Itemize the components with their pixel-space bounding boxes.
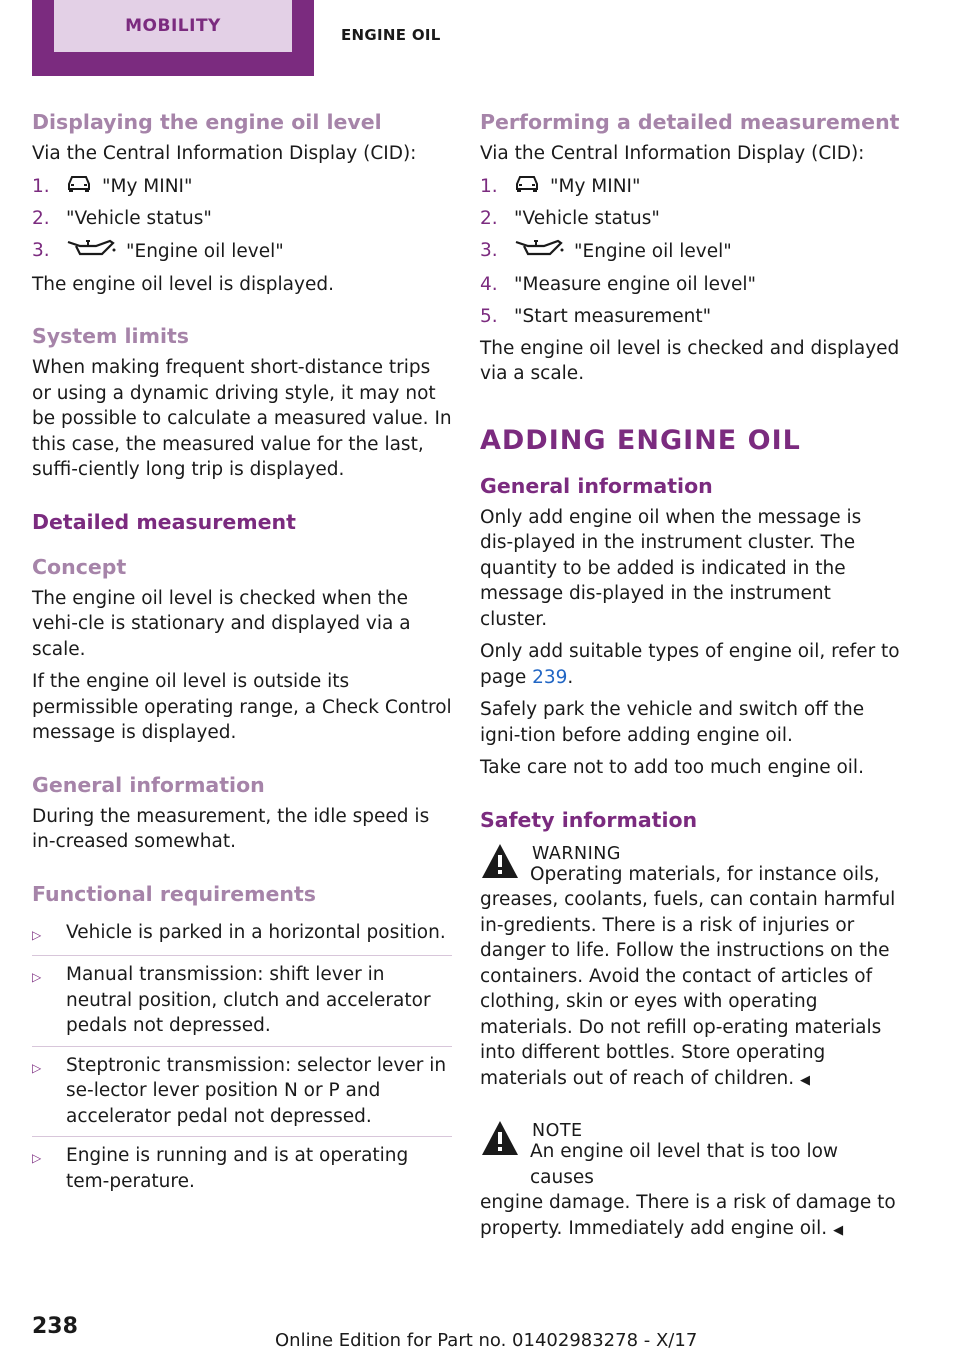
intro-text: Via the Central Information Display (CID): — [480, 143, 865, 164]
step-number: 2. — [480, 207, 498, 229]
step-text: "My MINI" — [102, 175, 193, 197]
right-column — [480, 108, 900, 1243]
heading-system-limits: System limits — [32, 324, 189, 349]
intro-text: Via the Central Information Display (CID): — [32, 143, 417, 164]
step-text: "My MINI" — [550, 175, 641, 197]
warning-text-first-line: Operating materials, for instance oils, — [530, 863, 880, 885]
note-text: engine damage. There is a risk of damage to property. Immediately add engine oil. — [480, 1192, 896, 1239]
paragraph: During the measurement, the idle speed is in-creased somewhat. — [32, 805, 430, 853]
heading-adding-engine-oil: ADDING ENGINE OIL — [480, 424, 801, 456]
list-item — [480, 206, 900, 232]
note-text-first-line: An engine oil level that is too low causes — [530, 1141, 839, 1188]
paragraph: The engine oil level is checked when the vehi-cle is stationary and displayed via a scale. — [32, 587, 411, 660]
list-item — [480, 304, 900, 330]
car-icon — [514, 174, 540, 200]
list-item — [32, 174, 452, 200]
step-number: 4. — [480, 273, 498, 295]
note-label: NOTE — [532, 1121, 583, 1142]
section-header: ENGINE OIL — [341, 26, 441, 44]
paragraph: When making frequent short-distance trips or using a dynamic driving style, it may not be possible to calculate a measured value. In this case, the measured value for the last, suffi-ciently long trip is displayed. — [32, 357, 452, 481]
list-item — [480, 238, 900, 266]
warning-box — [480, 842, 900, 1094]
step-number: 3. — [480, 239, 498, 261]
triangle-bullet-icon: ▷ — [32, 927, 42, 942]
list-item — [32, 956, 452, 1047]
step-text: "Measure engine oil level" — [514, 273, 756, 295]
page-link[interactable]: 239 — [532, 666, 568, 688]
list-item — [32, 1047, 452, 1138]
paragraph-text: Only add suitable types of engine oil, refer to page — [480, 641, 900, 688]
step-number: 1. — [480, 175, 498, 197]
paragraph-with-link — [480, 639, 900, 690]
note-box — [480, 1119, 900, 1243]
triangle-bullet-icon: ▷ — [32, 1060, 42, 1075]
triangle-bullet-icon: ▷ — [32, 1151, 42, 1166]
paragraph: Safely park the vehicle and switch off the igni-tion before adding engine oil. — [480, 699, 865, 746]
oil-can-icon — [514, 238, 564, 266]
heading-general-information: General information — [32, 772, 265, 797]
step-text: "Vehicle status" — [514, 207, 660, 229]
step-number: 3. — [32, 239, 50, 261]
warning-label: WARNING — [532, 843, 621, 864]
steps-list — [480, 174, 900, 330]
list-item — [32, 914, 452, 957]
page-number: 238 — [32, 1314, 78, 1339]
heading-performing-measurement: Performing a detailed measurement — [480, 110, 900, 134]
list-item — [32, 1137, 452, 1201]
paragraph: Only add engine oil when the message is dis-played in the instrument cluster. The quantity to be added is indicated in the message dis-played in the instrument cluster. — [480, 506, 862, 630]
result-text: The engine oil level is displayed. — [32, 273, 334, 295]
step-number: 5. — [480, 305, 498, 327]
heading-displaying-oil-level: Displaying the engine oil level — [32, 110, 382, 134]
chapter-tab-label: MOBILITY — [54, 0, 292, 52]
chapter-tab — [32, 0, 314, 76]
step-text: "Start measurement" — [514, 305, 712, 327]
list-item-text: Manual transmission: shift lever in neutral position, clutch and accelerator pedals not depressed. — [66, 964, 431, 1037]
list-item-text: Engine is running and is at operating tem-perature. — [66, 1145, 409, 1192]
requirements-list — [32, 914, 452, 1202]
left-column — [32, 108, 452, 1201]
warning-triangle-icon — [480, 842, 520, 880]
oil-can-icon — [66, 238, 116, 266]
list-item — [480, 174, 900, 200]
warning-triangle-icon — [480, 1119, 520, 1157]
car-icon — [66, 174, 92, 200]
paragraph: If the engine oil level is outside its permissible operating range, a Check Control message is displayed. — [32, 671, 452, 744]
paragraph: Take care not to add too much engine oil. — [480, 757, 864, 779]
heading-functional-requirements: Functional requirements — [32, 881, 317, 906]
list-item-text: Vehicle is parked in a horizontal position. — [66, 921, 446, 943]
step-text: "Engine oil level" — [126, 240, 284, 262]
step-text: "Vehicle status" — [66, 207, 212, 229]
heading-detailed-measurement: Detailed measurement — [32, 509, 296, 534]
warning-text: greases, coolants, fuels, can contain harmful in-gredients. There is a risk of injuries or danger to life. Follow the instructions on the containers. Avoid the contact of articles of clothing, skin or eyes with operating materials. Do not refill op-erating materials into different bottles. Store operating materials out of reach of children. — [480, 889, 896, 1089]
step-text: "Engine oil level" — [574, 240, 732, 262]
paragraph-text: . — [567, 666, 574, 688]
steps-list — [32, 174, 452, 266]
heading-general-information: General information — [480, 473, 713, 498]
step-number: 2. — [32, 207, 50, 229]
triangle-bullet-icon: ▷ — [32, 970, 42, 985]
result-text: The engine oil level is checked and displayed via a scale. — [480, 337, 900, 385]
list-item — [480, 272, 900, 298]
list-item — [32, 206, 452, 232]
end-mark-icon: ◀ — [833, 1222, 844, 1238]
list-item — [32, 238, 452, 266]
heading-safety-information: Safety information — [480, 807, 698, 832]
heading-concept: Concept — [32, 554, 127, 579]
list-item-text: Steptronic transmission: selector lever in se-lector lever position N or P and accelerator pedal not depressed. — [66, 1054, 447, 1127]
end-mark-icon: ◀ — [800, 1072, 811, 1088]
footer-edition: Online Edition for Part no. 01402983278 - X/17 — [275, 1330, 698, 1351]
step-number: 1. — [32, 175, 50, 197]
